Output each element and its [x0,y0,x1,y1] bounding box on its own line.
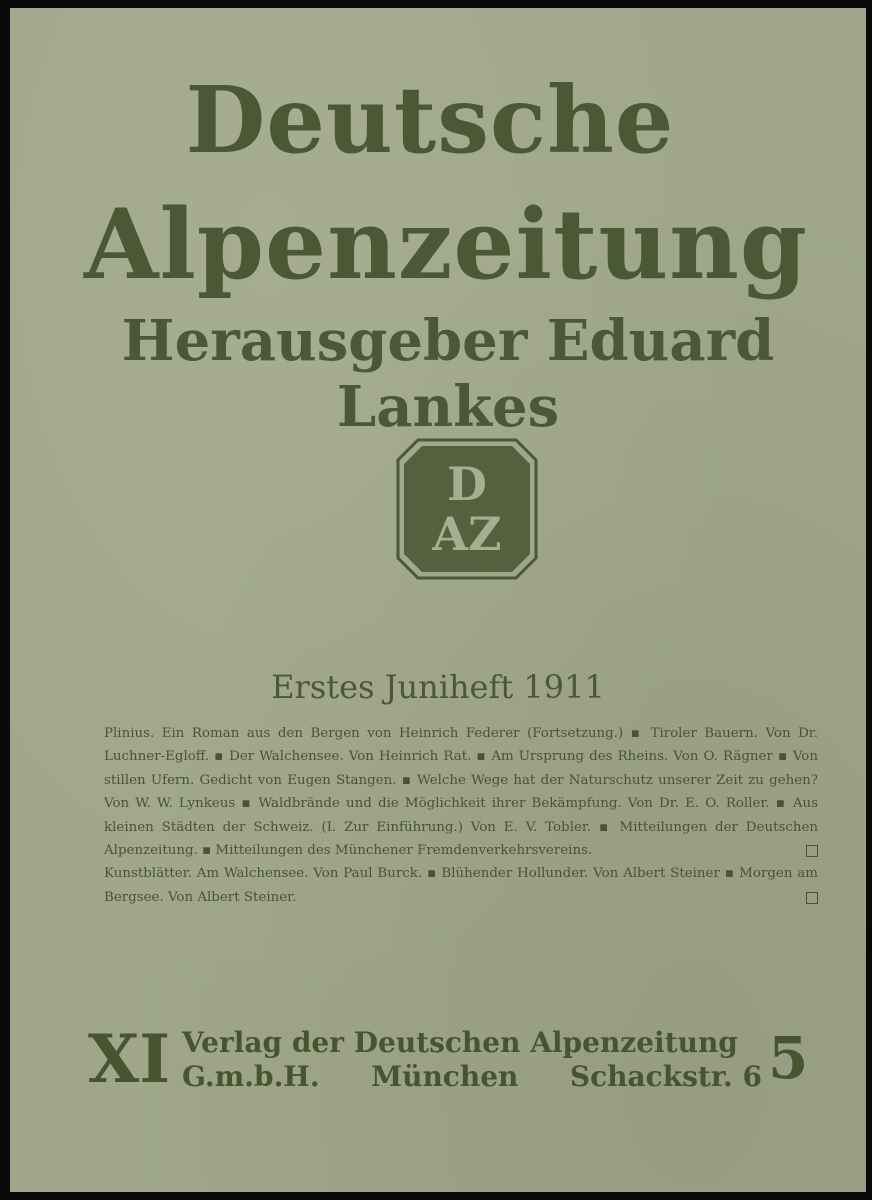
volume-number: XI [88,1020,171,1098]
publisher-imprint [182,1026,762,1094]
publisher-name: Verlag der Deutschen Alpenzeitung [182,1026,738,1059]
title-line-2: Alpenzeitung [83,188,809,301]
logo-letter-d: D [447,457,487,511]
contents-art-text: Kunstblätter. Am Walchensee. Von Paul Burck. ▪ Blühender Hollunder. Von Albert Steiner ▪ Morgen am Bergsee. Von Albert Steiner. [104,866,818,905]
publisher-address [182,1060,762,1094]
title-line-1: Deutsche [185,66,675,174]
editor-line: Herausgeber Eduard Lankes [121,308,775,440]
publisher-city: München [371,1060,519,1093]
publisher-gmbh: G.m.b.H. [182,1060,320,1093]
daz-logo [396,438,538,580]
contents-art-plates [104,862,818,909]
issue-title: Erstes Juniheft 1911 [271,668,605,706]
table-of-contents [104,722,818,909]
square-ornament-icon [806,845,818,857]
square-ornament-icon [806,892,818,904]
magazine-cover [10,8,866,1192]
contents-articles-text: Plinius. Ein Roman aus den Bergen von Heinrich Federer (Fortsetzung.) ▪ Tiroler Bauern. Von Dr. Luchner-Egloff. ▪ Der Walchensee. Von Heinrich Rat. ▪ Am Ursprung des Rheins. Von O. Rägner ▪ Von stillen Ufern. Gedicht von Eugen Stangen. ▪ Welche Wege hat der Naturschutz unserer Zeit zu gehen? Von W. W. Lynkeus ▪ Waldbrände und die Möglichkeit ihrer Bekämpfung. Von Dr. E. O. Roller. ▪ Aus kleinen Städten der Schweiz. (I. Zur Einführung.) Von E. V. Tobler. ▪ Mitteilungen der Deutschen Alpenzeitung. ▪ Mitteilungen des Münchener Fremdenverkehrsvereins. [104,726,818,859]
publisher-street: Schackstr. 6 [569,1060,762,1093]
contents-articles [104,722,818,862]
issue-number: 5 [768,1024,809,1092]
logo-letters-az: AZ [432,507,502,561]
